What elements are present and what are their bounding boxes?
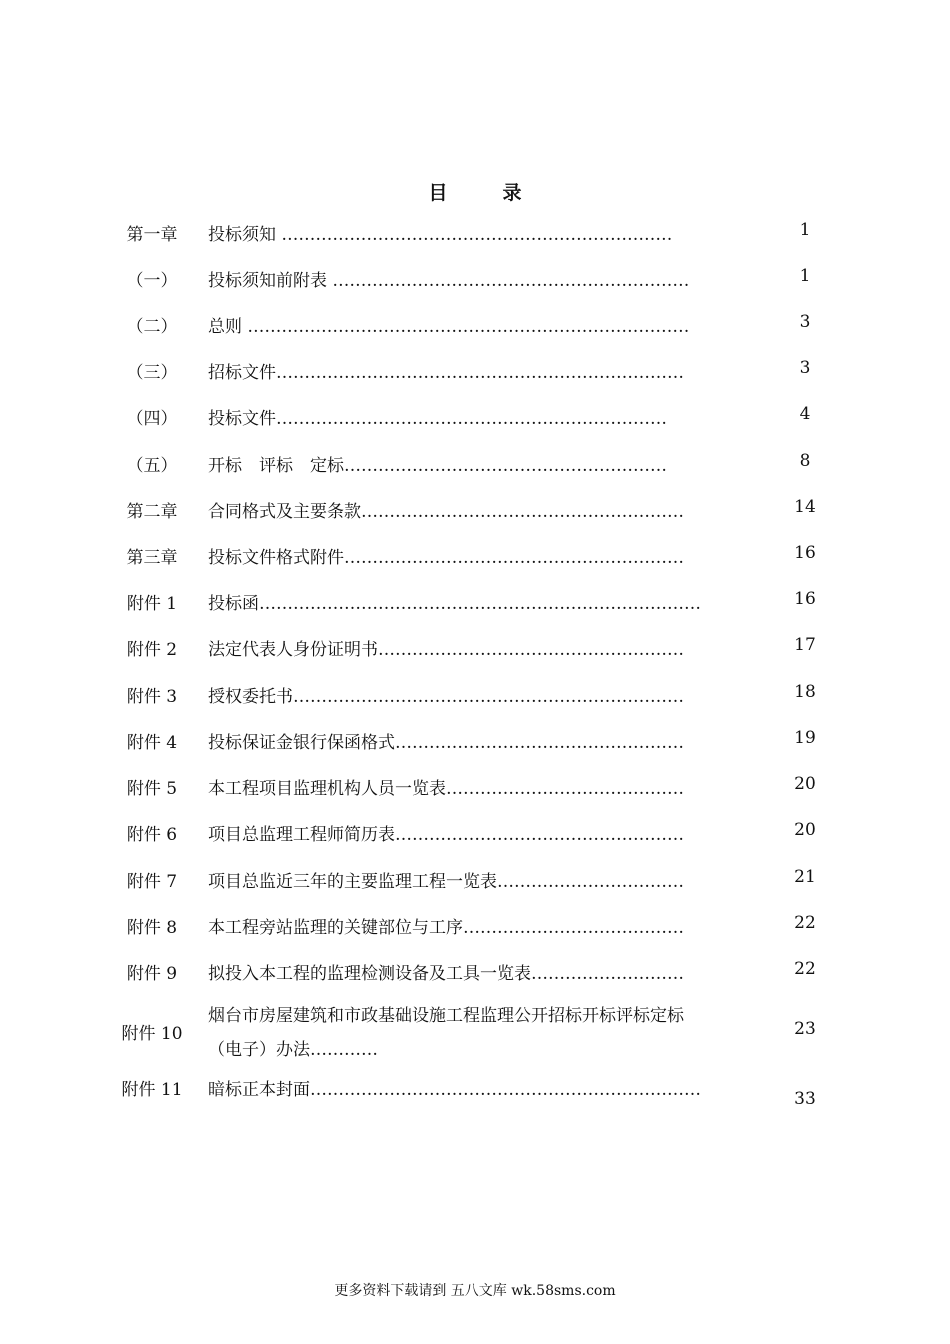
- toc-entry-page: 14: [794, 497, 816, 517]
- title-char-2: 录: [502, 182, 522, 204]
- toc-entry-text: 授权委托书……………………………………………………………: [208, 687, 684, 707]
- footer-note: 更多资料下载请到 五八文库 wk.58sms.com: [334, 1283, 616, 1299]
- toc-entry-page: 22: [794, 913, 816, 933]
- toc-entry-label: 附件 5: [126, 779, 178, 799]
- toc-entry[interactable]: [0, 543, 950, 573]
- toc-entry[interactable]: [0, 266, 950, 296]
- toc-entry[interactable]: [0, 913, 950, 943]
- toc-entry-text: 招标文件………………………………………………………………: [208, 363, 684, 383]
- toc-entry-text: 投标文件格式附件……………………………………………………: [208, 548, 684, 568]
- toc-entry-text: 投标保证金银行保函格式……………………………………………: [208, 733, 684, 753]
- toc-entry-page: 20: [794, 820, 816, 840]
- toc-entry[interactable]: [0, 682, 950, 712]
- toc-entry[interactable]: [0, 959, 950, 989]
- toc-entry-label: 第二章: [126, 502, 178, 522]
- toc-entry-label: 第三章: [126, 548, 178, 568]
- toc-entry-page: 3: [799, 358, 811, 378]
- toc-entry-text: 本工程旁站监理的关键部位与工序…………………………………: [208, 918, 684, 938]
- toc-entry-page: 23: [794, 1019, 816, 1039]
- toc-entry-label: 附件 3: [126, 687, 178, 707]
- toc-entry-label: （四）: [126, 409, 178, 429]
- toc-entry-page: 1: [799, 266, 811, 286]
- toc-entry-label: 附件 10: [121, 1024, 183, 1044]
- toc-entry-page: 18: [794, 682, 816, 702]
- toc-entry[interactable]: [0, 1075, 950, 1115]
- toc-entry-text: 暗标正本封面……………………………………………………………: [208, 1080, 701, 1100]
- toc-entry-text: 项目总监近三年的主要监理工程一览表……………………………: [208, 872, 684, 892]
- toc-entry-page: 4: [799, 404, 811, 424]
- toc-entry[interactable]: [0, 774, 950, 804]
- toc-entry-label: 附件 7: [126, 872, 178, 892]
- toc-entry[interactable]: [0, 728, 950, 758]
- toc-entry-page: 16: [794, 589, 816, 609]
- toc-entry-label: （二）: [126, 317, 178, 337]
- toc-entry-page: 3: [799, 312, 811, 332]
- toc-entry-text: 开标 评标 定标…………………………………………………: [208, 456, 667, 476]
- toc-entry[interactable]: [0, 497, 950, 527]
- toc-entry[interactable]: [0, 312, 950, 342]
- toc-title: [0, 178, 950, 205]
- toc-entry[interactable]: [0, 820, 950, 850]
- toc-entry-label: 附件 4: [126, 733, 178, 753]
- toc-entry-text: 投标须知 ……………………………………………………………: [208, 225, 673, 245]
- toc-entry[interactable]: [0, 451, 950, 481]
- toc-entry[interactable]: [0, 635, 950, 665]
- toc-entry-page: 8: [799, 451, 811, 471]
- toc-entry-text: 法定代表人身份证明书………………………………………………: [208, 640, 684, 660]
- toc-entry[interactable]: [0, 589, 950, 619]
- toc-entry-text: 投标须知前附表 ………………………………………………………: [208, 271, 690, 291]
- title-char-1: 目: [428, 182, 448, 204]
- toc-entry-label: （五）: [126, 456, 178, 476]
- toc-entry-page: 21: [794, 867, 816, 887]
- toc-entry-page: 19: [794, 728, 816, 748]
- toc-entry-label: （三）: [126, 363, 178, 383]
- toc-entry-page: 20: [794, 774, 816, 794]
- toc-entry-text: 项目总监理工程师简历表……………………………………………: [208, 825, 684, 845]
- toc-entry-label: 附件 6: [126, 825, 178, 845]
- toc-entry-text: 合同格式及主要条款…………………………………………………: [208, 502, 684, 522]
- toc-entry-text: 投标函……………………………………………………………………: [208, 594, 701, 614]
- toc-entry[interactable]: [0, 220, 950, 250]
- toc-entry-page: 17: [794, 635, 816, 655]
- toc-entry-page: 16: [794, 543, 816, 563]
- toc-entry-label: 第一章: [126, 225, 178, 245]
- toc-entry-page: 1: [799, 220, 811, 240]
- toc-entry-label: 附件 2: [126, 640, 178, 660]
- toc-entry[interactable]: [0, 358, 950, 388]
- toc-entry-text: 烟台市房屋建筑和市政基础设施工程监理公开招标开标评标定标: [208, 1006, 684, 1026]
- toc-entry-label: 附件 9: [126, 964, 178, 984]
- toc-entry[interactable]: [0, 1006, 950, 1083]
- toc-entry[interactable]: [0, 867, 950, 897]
- toc-entry-page: 22: [794, 959, 816, 979]
- toc-entry-text: 拟投入本工程的监理检测设备及工具一览表………………………: [208, 964, 684, 984]
- toc-entry-label: 附件 11: [121, 1080, 183, 1100]
- toc-entry-label: 附件 1: [126, 594, 178, 614]
- toc-entry-text: 本工程项目监理机构人员一览表……………………………………: [208, 779, 684, 799]
- toc-entry-label: 附件 8: [126, 918, 178, 938]
- toc-entry[interactable]: [0, 404, 950, 434]
- toc-entry-page: 33: [794, 1089, 816, 1109]
- toc-entry-text: 投标文件……………………………………………………………: [208, 409, 667, 429]
- toc-entry-text-continued: （电子）办法…………: [208, 1040, 378, 1060]
- toc-entry-text: 总则 ……………………………………………………………………: [208, 317, 690, 337]
- toc-entry-label: （一）: [126, 271, 178, 291]
